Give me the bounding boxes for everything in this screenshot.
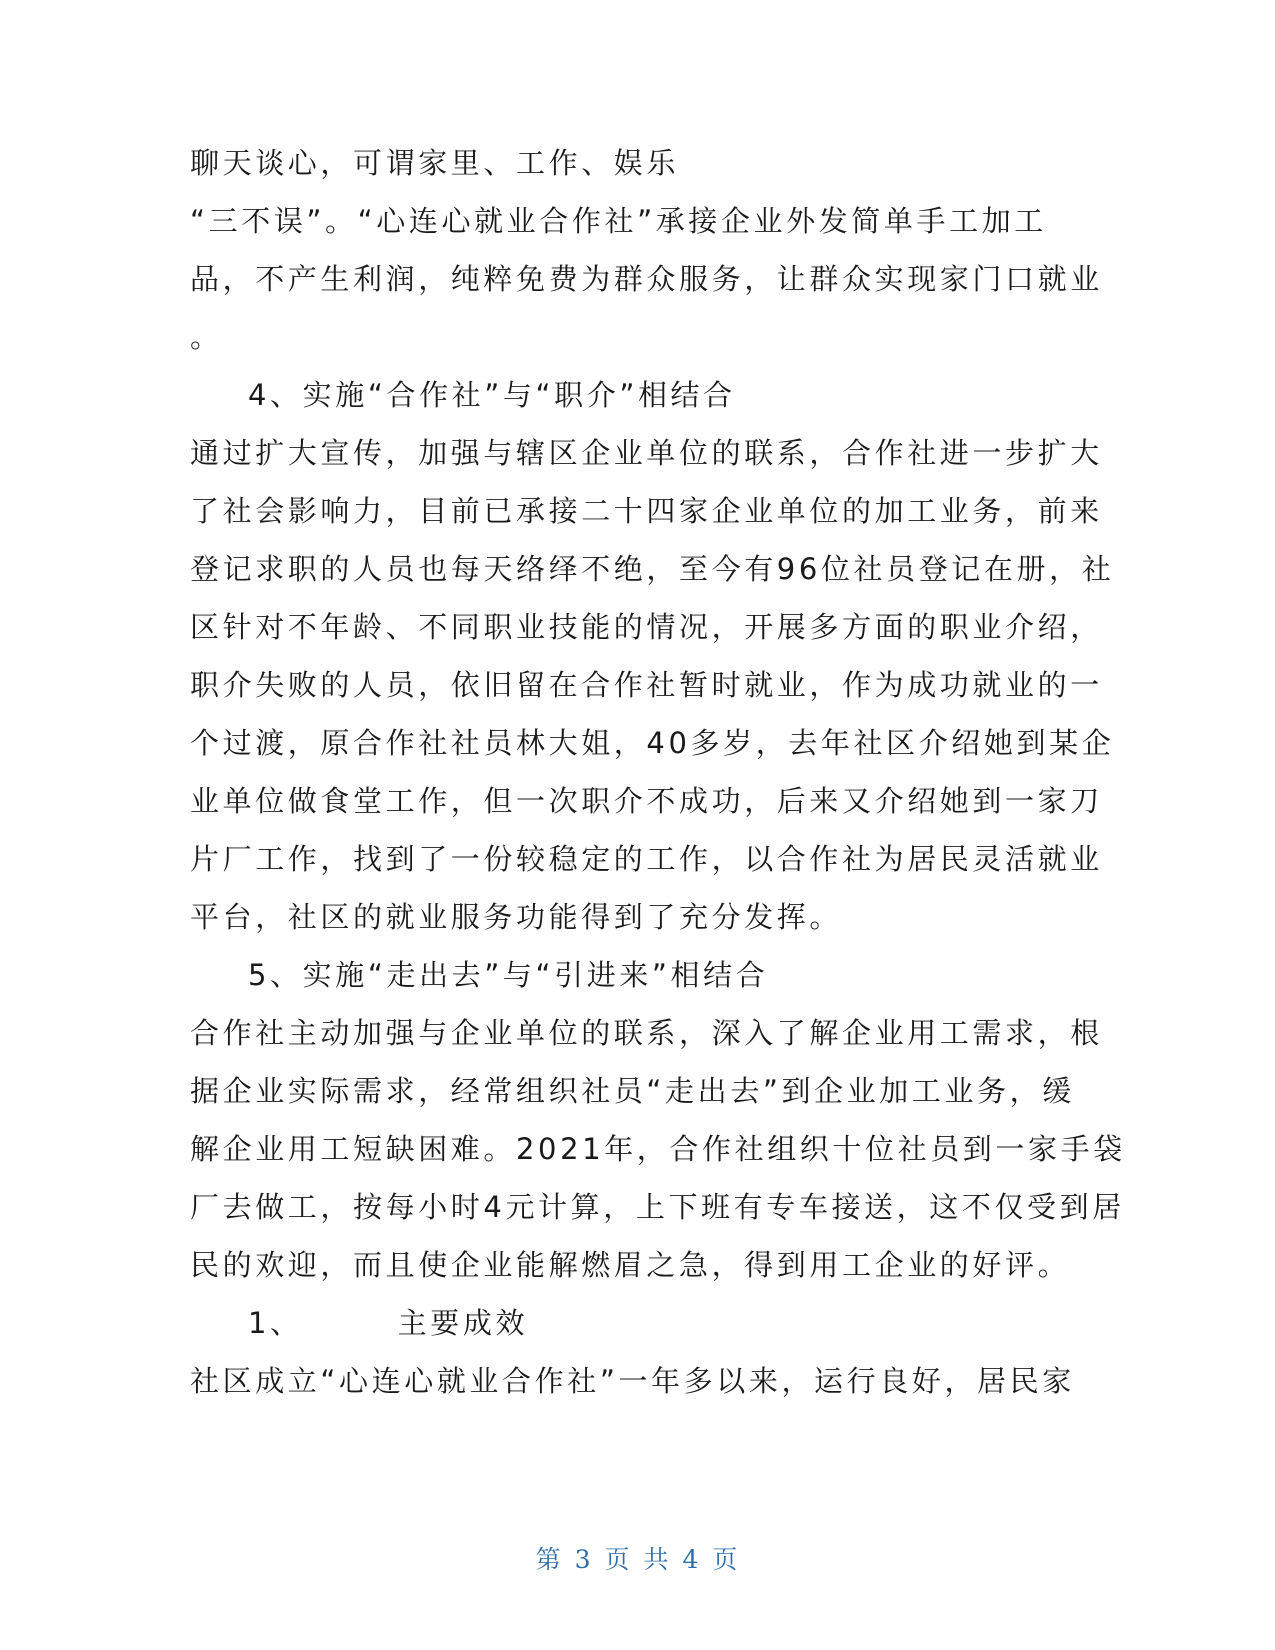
- paragraph-line: 社区成立“心连心就业合作社”一年多以来，运行良好，居民家: [190, 1364, 1075, 1398]
- section-title: 主要成效: [397, 1306, 529, 1340]
- paragraph-line: 解企业用工短缺困难。2021年，合作社组织十位社员到一家手袋: [190, 1132, 1126, 1166]
- paragraph-line: 聊天谈心，可谓家里、工作、娱乐: [190, 146, 680, 180]
- paragraph-line: 了社会影响力，目前已承接二十四家企业单位的加工业务，前来: [190, 494, 1103, 528]
- paragraph-line: 据企业实际需求，经常组织社员“走出去”到企业加工业务，缓: [190, 1074, 1075, 1108]
- paragraph-line: 登记求职的人员也每天络绎不绝，至今有96位社员登记在册，社: [190, 552, 1115, 586]
- total-unit: 页: [712, 1545, 740, 1574]
- paragraph-line: 厂去做工，按每小时4元计算，上下班有专车接送，这不仅受到居: [190, 1190, 1125, 1224]
- paragraph-line: 个过渡，原合作社社员林大姐，40多岁，去年社区介绍她到某企: [190, 726, 1115, 760]
- paragraph-line: 职介失败的人员，依旧留在合作社暂时就业，作为成功就业的一: [190, 668, 1103, 702]
- total-label: 共: [643, 1545, 671, 1574]
- paragraph-line: 合作社主动加强与企业单位的联系，深入了解企业用工需求，根: [190, 1016, 1103, 1050]
- paragraph-line: 通过扩大宣传，加强与辖区企业单位的联系，合作社进一步扩大: [190, 436, 1103, 470]
- current-page-number: 3: [574, 1545, 593, 1574]
- section-heading-4: 4、实施“合作社”与“职介”相结合: [248, 378, 736, 412]
- paragraph-line: 平台，社区的就业服务功能得到了充分发挥。: [190, 900, 843, 934]
- section-heading-5: 5、实施“走出去”与“引进来”相结合: [248, 958, 769, 992]
- section-heading-main-results: [248, 1303, 1148, 1343]
- paragraph-line: 业单位做食堂工作，但一次职介不成功，后来又介绍她到一家刀: [190, 784, 1103, 818]
- page-footer: [0, 1543, 1275, 1577]
- paragraph-line: 。: [190, 320, 223, 354]
- paragraph-line: “三不误”。“心连心就业合作社”承接企业外发简单手工加工: [190, 204, 1047, 238]
- section-number: 1、: [248, 1306, 303, 1340]
- paragraph-line: 民的欢迎，而且使企业能解燃眉之急，得到用工企业的好评。: [190, 1248, 1071, 1282]
- paragraph-line: 区针对不年龄、不同职业技能的情况，开展多方面的职业介绍，: [190, 610, 1103, 644]
- paragraph-line: 片厂工作，找到了一份较稳定的工作，以合作社为居民灵活就业: [190, 842, 1103, 876]
- total-pages-number: 4: [682, 1545, 701, 1574]
- paragraph-line: 品，不产生利润，纯粹免费为群众服务，让群众实现家门口就业: [190, 262, 1103, 296]
- page-label: 第: [535, 1545, 563, 1574]
- page-unit: 页: [604, 1545, 632, 1574]
